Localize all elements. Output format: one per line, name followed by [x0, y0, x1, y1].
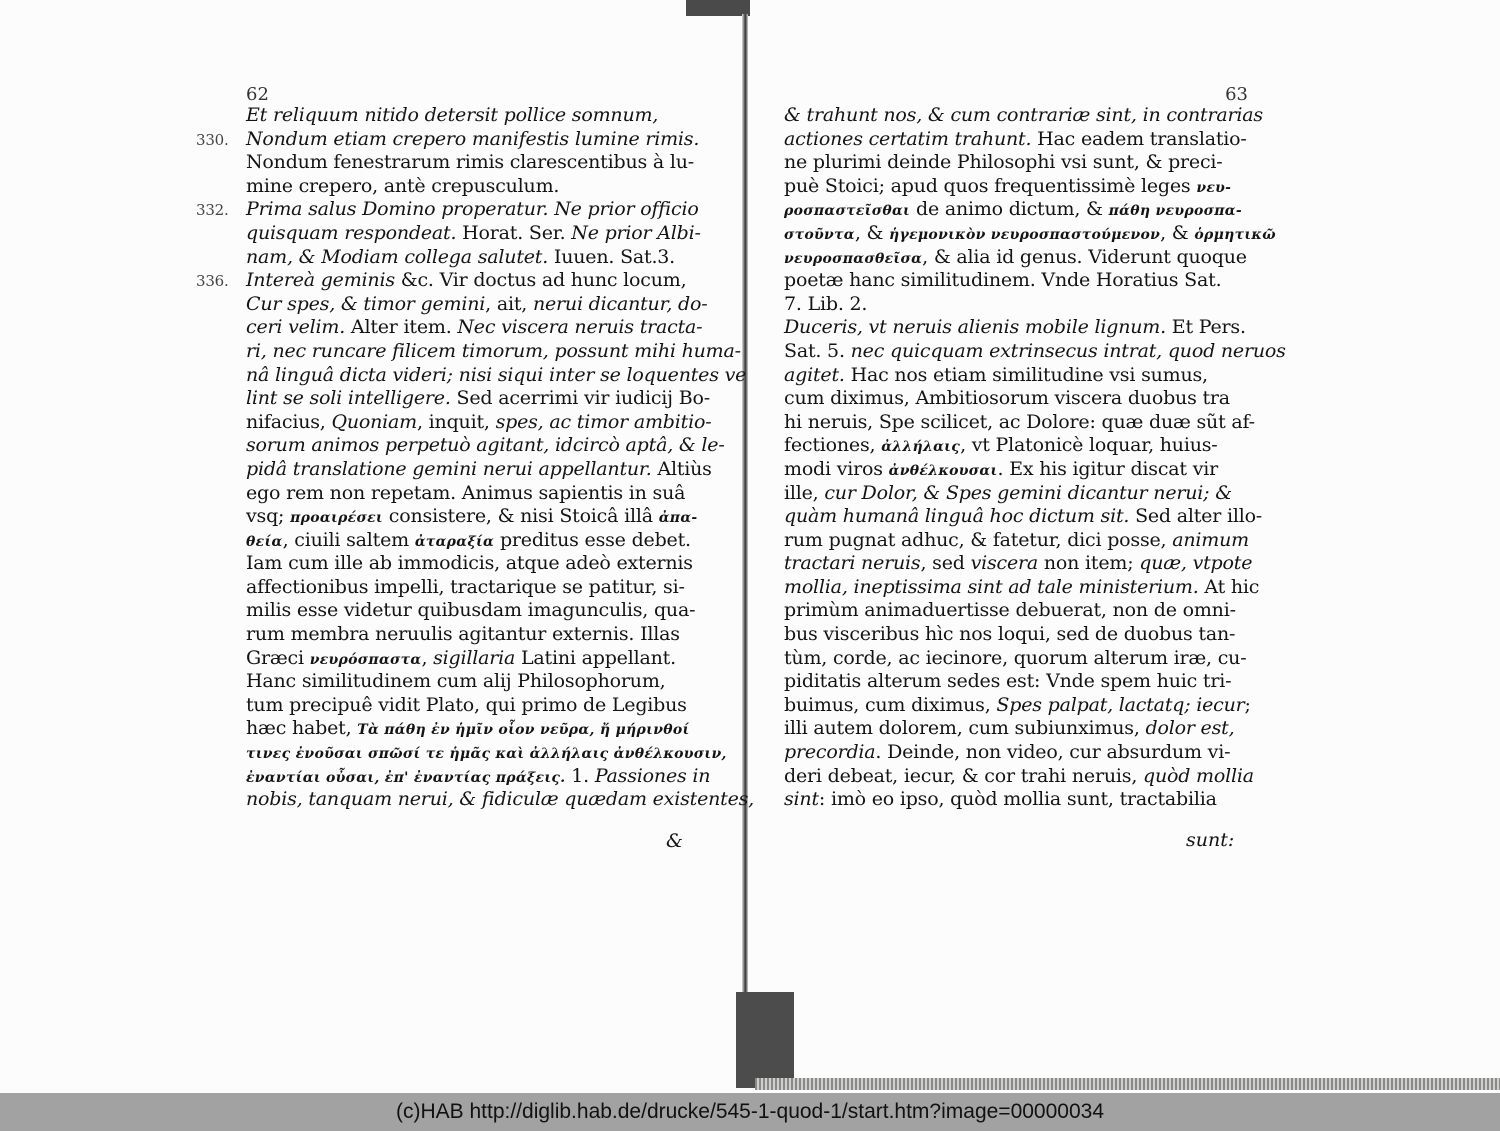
greek-text: τινες ἐνοῦσαι σπῶσί τε ἡμᾶς καὶ ἀλλήλαις ἀνθέλκουσιν, — [246, 746, 727, 763]
roman-text: poetæ hanc similitudinem. Vnde Horatius Sat. — [784, 269, 1222, 292]
text-line — [196, 104, 754, 128]
roman-text: preditus esse debet. — [494, 528, 691, 551]
italic-text: & trahunt nos, & cum contrariæ sint, in contrarias — [784, 104, 1263, 126]
left-catchword: & — [666, 830, 683, 852]
text-line — [196, 599, 754, 623]
roman-text: Iuuen. Sat.3. — [548, 245, 676, 268]
text-line — [196, 175, 754, 199]
italic-text: quisquam respondeat. — [246, 221, 457, 244]
roman-text: rum membra neruulis agitantur externis. Illas — [246, 623, 680, 646]
roman-text: bus visceribus hìc nos loqui, sed de duobus tan- — [784, 623, 1236, 646]
text-line — [784, 599, 1286, 623]
text-line — [196, 765, 754, 789]
italic-text: sigillaria — [433, 646, 516, 669]
roman-text: Horat. Ser. — [456, 221, 572, 244]
italic-text: sorum animos perpetuò agitant, idcircò aptâ, & le- — [246, 434, 725, 457]
roman-text: , — [421, 646, 434, 669]
text-line — [784, 222, 1286, 246]
text-line — [784, 694, 1286, 718]
roman-text: Iam cum ille ab immodicis, atque adeò externis — [246, 552, 693, 575]
text-line — [196, 741, 754, 765]
italic-text: spes, ac timor ambitio- — [495, 410, 712, 433]
roman-text: consistere, & nisi Stoicâ illâ — [382, 505, 659, 528]
roman-text: Nondum fenestrarum rimis clarescentibus à lu- — [246, 151, 694, 174]
text-line — [784, 387, 1286, 411]
text-line — [784, 316, 1286, 340]
italic-text: Prima salus Domino properatur. Ne prior officio — [246, 198, 699, 221]
roman-text: illi autem dolorem, cum subiunximus, — [784, 717, 1146, 740]
italic-text: Ne prior Albi- — [571, 221, 701, 244]
text-line — [784, 482, 1286, 506]
roman-text: vsq; — [246, 505, 291, 528]
roman-text: 7. Lib. 2. — [784, 292, 868, 315]
italic-text: animum — [1172, 528, 1249, 551]
greek-text: στοῦντα — [784, 226, 855, 243]
text-line — [784, 364, 1286, 388]
roman-text: At hic — [1198, 575, 1260, 598]
text-line — [784, 576, 1286, 600]
roman-text: 1. — [565, 764, 595, 787]
roman-text: nifacius, — [246, 410, 332, 433]
text-line — [784, 765, 1286, 789]
line-number-marker: 336. — [196, 272, 229, 291]
roman-text: ille, — [784, 481, 825, 504]
greek-text: ροσπαστεῖσθαι — [784, 203, 911, 220]
roman-text: mine crepero, antè crepusculum. — [246, 174, 560, 197]
text-line — [784, 623, 1286, 647]
text-line — [196, 246, 754, 270]
italic-text: mollia, ineptissima sint ad tale ministerium. — [784, 575, 1199, 598]
text-line — [784, 340, 1286, 364]
greek-text: ἡγεμονικὸν νευροσπαστούμενον — [889, 226, 1161, 243]
text-line — [784, 434, 1286, 458]
italic-text: nobis, tanquam nerui, & fidiculæ quædam existentes, — [246, 788, 755, 811]
roman-text: , & — [1160, 221, 1195, 244]
roman-text: Græci — [246, 646, 310, 669]
text-line — [196, 340, 754, 364]
text-line — [784, 717, 1286, 741]
roman-text: hæc habet, — [246, 717, 358, 740]
text-line — [196, 222, 754, 246]
greek-text: νευρόσπαστα — [309, 651, 422, 668]
roman-text: &c. Vir doctus ad hunc locum, — [394, 269, 687, 292]
text-line — [784, 552, 1286, 576]
page-bottom-edge — [755, 1078, 1500, 1090]
italic-text: ri, nec runcare filicem timorum, possunt mihi huma- — [246, 339, 741, 362]
roman-text: . Ex his igitur discat vir — [997, 457, 1218, 480]
gutter-shadow-top — [686, 0, 750, 16]
text-line — [196, 788, 754, 812]
roman-text: , inquit, — [416, 410, 496, 433]
greek-text: πάθη νευροσπα- — [1108, 203, 1242, 220]
text-line — [196, 151, 754, 175]
text-line — [784, 458, 1286, 482]
roman-text: . Deinde, non video, cur absurdum vi- — [875, 741, 1231, 764]
roman-text: Sed alter illo- — [1129, 505, 1263, 528]
roman-text: , ciuili saltem — [282, 528, 415, 551]
italic-text: Nec viscera neruis tracta- — [457, 316, 703, 339]
text-line — [196, 647, 754, 671]
text-line — [196, 269, 754, 293]
roman-text: Sed acerrimi vir iudicij Bo- — [450, 387, 710, 410]
roman-text: piditatis alterum sedes est: Vnde spem huic tri- — [784, 670, 1232, 693]
italic-text: Quoniam — [331, 410, 417, 433]
text-line — [196, 505, 754, 529]
italic-text: viscera — [970, 552, 1039, 575]
italic-text: nec quicquam extrinsecus intrat, quod neruos — [850, 339, 1286, 362]
roman-text: fectiones, — [784, 434, 882, 457]
text-line — [784, 647, 1286, 671]
italic-text: dolor est, — [1145, 717, 1235, 740]
roman-text: deri debeat, iecur, & cor trahi neruis, — [784, 764, 1143, 787]
greek-text: θεία — [246, 533, 283, 550]
italic-text: nâ linguâ dicta videri; nisi siqui inter se loquentes ve — [246, 363, 747, 386]
text-line — [196, 434, 754, 458]
roman-text: affectionibus impelli, tractarique se patitur, si- — [246, 575, 685, 598]
text-line — [784, 151, 1286, 175]
text-line — [784, 198, 1286, 222]
italic-text: Spes palpat, lactatq; iecur — [996, 693, 1245, 716]
greek-text: Τὰ πάθη ἐν ἡμῖν οἷον νεῦρα, ἤ μήρινθοί — [357, 722, 690, 739]
text-line — [784, 269, 1286, 293]
text-line — [784, 670, 1286, 694]
roman-text: Altiùs — [651, 457, 712, 480]
roman-text: : imò eo ipso, quòd mollia sunt, tractabilia — [818, 788, 1217, 811]
roman-text: Et Pers. — [1165, 316, 1246, 339]
italic-text: cur Dolor, & Spes gemini dicantur nerui; & — [824, 481, 1232, 504]
italic-text: Cur spes, & timor gemini — [246, 292, 486, 315]
greek-text: νευροσπασθεῖσα — [784, 250, 923, 267]
text-line — [784, 246, 1286, 270]
text-line — [196, 694, 754, 718]
roman-text: , sed — [920, 552, 971, 575]
left-page-text — [196, 104, 754, 812]
right-catchword: sunt: — [1186, 829, 1235, 851]
text-line — [196, 411, 754, 435]
roman-text: ne plurimi deinde Philosophi vsi sunt, & preci- — [784, 151, 1223, 174]
text-line — [784, 529, 1286, 553]
italic-text: Passiones in — [594, 764, 711, 787]
roman-text: rum pugnat adhuc, & fatetur, dici posse, — [784, 528, 1173, 551]
roman-text: primùm animaduertisse debuerat, non de omni- — [784, 599, 1236, 622]
text-line — [196, 293, 754, 317]
right-page-text — [784, 104, 1286, 812]
greek-text: ἀπα- — [658, 510, 698, 527]
roman-text: tum precipuê vidit Plato, qui primo de Legibus — [246, 693, 687, 716]
roman-text: Hac eadem translatio- — [1031, 127, 1247, 150]
text-line — [196, 670, 754, 694]
line-number-marker: 332. — [196, 201, 229, 220]
text-line — [784, 175, 1286, 199]
italic-text: Nondum etiam crepero manifestis lumine rimis. — [246, 127, 700, 150]
credit-url-text: (c)HAB http://diglib.hab.de/drucke/545-1-quod-1/start.htm?image=00000034 — [395, 1100, 1104, 1123]
text-line — [196, 128, 754, 152]
italic-text: precordia — [784, 741, 876, 764]
text-line — [196, 458, 754, 482]
italic-text: nerui dicantur, do- — [532, 292, 708, 315]
italic-text: tractari neruis — [784, 552, 921, 575]
text-line — [784, 505, 1286, 529]
text-line — [196, 529, 754, 553]
roman-text: puè Stoici; apud quos frequentissimè leges — [784, 174, 1197, 197]
roman-text: , & — [854, 221, 890, 244]
italic-text: pidâ translatione gemini nerui appellantur. — [246, 457, 652, 480]
greek-text: ἀνθέλκουσαι — [888, 462, 998, 479]
italic-text: Et reliquum nitido detersit pollice somnum, — [246, 104, 659, 126]
image-credit-bar — [0, 1093, 1500, 1131]
roman-text: buimus, cum diximus, — [784, 693, 997, 716]
greek-text: νευ- — [1196, 179, 1232, 196]
italic-text: ceri velim. — [246, 316, 346, 339]
greek-text: ὁρμητικῶ — [1194, 226, 1276, 243]
line-number-marker: 330. — [196, 130, 229, 149]
text-line — [196, 198, 754, 222]
roman-text: Hanc similitudinem cum alij Philosophorum, — [246, 670, 666, 693]
italic-text: nam, & Modiam collega salutet. — [246, 245, 549, 268]
text-line — [784, 788, 1286, 812]
roman-text: Hac nos etiam similitudine vsi sumus, — [844, 363, 1208, 386]
gutter-shadow-bottom — [736, 992, 794, 1088]
roman-text: tùm, corde, ac iecinore, quorum alterum iræ, cu- — [784, 646, 1247, 669]
roman-text: cum diximus, Ambitiosorum viscera duobus tra — [784, 387, 1230, 410]
roman-text: modi viros — [784, 457, 889, 480]
roman-text: de animo dictum, & — [910, 198, 1109, 221]
text-line — [784, 741, 1286, 765]
italic-text: agitet. — [784, 363, 845, 386]
roman-text: Sat. 5. — [784, 339, 851, 362]
italic-text: Intereà geminis — [246, 269, 395, 292]
roman-text: , & alia id genus. Viderunt quoque — [922, 245, 1247, 268]
text-line — [196, 482, 754, 506]
text-line — [784, 293, 1286, 317]
italic-text: sint — [784, 788, 819, 811]
text-line — [784, 128, 1286, 152]
roman-text: non item; — [1038, 552, 1140, 575]
text-line — [784, 411, 1286, 435]
text-line — [196, 717, 754, 741]
greek-text: προαιρέσει — [290, 510, 383, 527]
text-line — [196, 364, 754, 388]
italic-text: quòd mollia — [1143, 764, 1254, 787]
right-page-number: 63 — [1225, 84, 1248, 105]
text-line — [196, 623, 754, 647]
text-line — [196, 576, 754, 600]
italic-text: actiones certatim trahunt. — [784, 127, 1032, 150]
italic-text: quàm humanâ linguâ hoc dictum sit. — [784, 505, 1130, 528]
left-page-number: 62 — [246, 84, 269, 105]
italic-text: quæ, vtpote — [1139, 552, 1253, 575]
greek-text: ἐναντίαι οὖσαι, ἐπ' ἐναντίας πράξεις. — [246, 769, 566, 786]
roman-text: Latini appellant. — [515, 646, 676, 669]
roman-text: , ait, — [485, 292, 533, 315]
roman-text: milis esse videtur quibusdam imagunculis, qua- — [246, 599, 696, 622]
roman-text: , vt Platonicè loquar, huius- — [960, 434, 1218, 457]
italic-text: Duceris, vt neruis alienis mobile lignum. — [784, 316, 1166, 339]
roman-text: Alter item. — [345, 316, 458, 339]
text-line — [196, 316, 754, 340]
text-line — [196, 552, 754, 576]
roman-text: ego rem non repetam. Animus sapientis in suâ — [246, 481, 686, 504]
italic-text: lint se soli intelligere. — [246, 387, 451, 410]
text-line — [784, 104, 1286, 128]
roman-text: ; — [1244, 693, 1251, 716]
greek-text: ἀλλήλαις — [881, 439, 961, 456]
roman-text: hi neruis, Spe scilicet, ac Dolore: quæ duæ sũt af- — [784, 410, 1255, 433]
greek-text: ἀταραξία — [414, 533, 495, 550]
text-line — [196, 387, 754, 411]
